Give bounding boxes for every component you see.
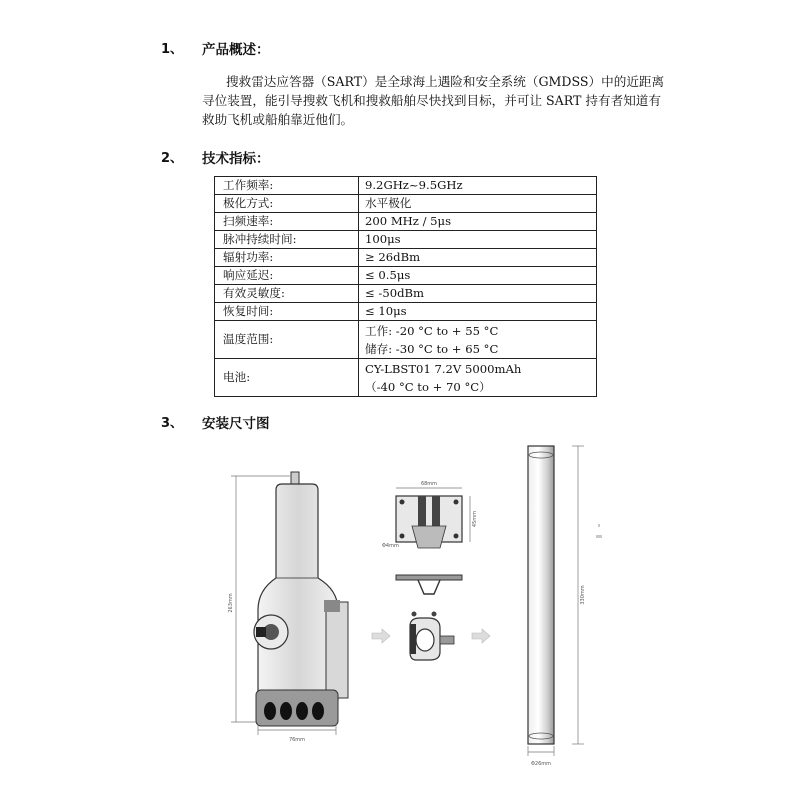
section-3-number: 3、 <box>161 416 184 431</box>
spec-label: 工作频率: <box>215 177 359 195</box>
hole-label: Φ4mm <box>382 543 399 549</box>
spec-row <box>215 213 597 231</box>
overview-line-2: 寻位装置，能引导搜救飞机和搜救船舶尽快找到目标，并可让 SART 持有者知道有 <box>202 93 661 108</box>
spec-value: ≤ -50dBm <box>359 285 597 303</box>
pole-diameter-label: Φ26mm <box>530 761 552 767</box>
spec-value: 100μs <box>359 231 597 249</box>
spec-row <box>215 285 597 303</box>
spec-value: ≤ 10μs <box>359 303 597 321</box>
sart-unit <box>254 472 348 726</box>
vent-slot-icon <box>312 702 324 720</box>
pole-diameter-dimension <box>528 746 554 756</box>
section-3-title: 安装尺寸图 <box>202 416 270 432</box>
spec-row-temperature <box>215 321 597 359</box>
section-2-number: 2、 <box>161 151 184 166</box>
spec-label: 极化方式: <box>215 195 359 213</box>
spec-label: 电池: <box>215 359 359 397</box>
arrow-right-icon <box>472 629 490 643</box>
bracket-plate <box>396 496 462 548</box>
spec-row <box>215 267 597 285</box>
temperature-operating: 工作: -20 °C to + 55 °C <box>365 323 499 338</box>
vent-slot-icon <box>264 702 276 720</box>
section-1-number: 1、 <box>161 42 184 57</box>
overview-line-1: 搜救雷达应答器（SART）是全球海上遇险和安全系统（GMDSS）中的近距离 <box>226 74 665 89</box>
spec-value: 200 MHz / 5μs <box>359 213 597 231</box>
section-2-title: 技术指标： <box>202 151 270 167</box>
side-clip <box>326 602 348 698</box>
overview-line-3: 救助飞机或船舶靠近他们。 <box>202 112 354 127</box>
spec-label: 扫频速率: <box>215 213 359 231</box>
spec-value: ≤ 0.5μs <box>359 267 597 285</box>
spec-value: ≥ 26dBm <box>359 249 597 267</box>
spec-row <box>215 303 597 321</box>
vent-slot-icon <box>280 702 292 720</box>
spec-label: 辐射功率: <box>215 249 359 267</box>
section-1-title: 产品概述： <box>202 42 270 58</box>
spec-row <box>215 231 597 249</box>
spec-label: 恢复时间: <box>215 303 359 321</box>
width-label: 76mm <box>288 737 306 743</box>
spec-row-battery <box>215 359 597 397</box>
spec-value: 9.2GHz~9.5GHz <box>359 177 597 195</box>
spec-value-temperature <box>359 321 597 359</box>
switch-lever-icon <box>256 627 266 637</box>
spec-value: 水平极化 <box>359 195 597 213</box>
bracket-side-view <box>396 575 462 594</box>
pole-clamp <box>410 612 454 661</box>
spec-row <box>215 177 597 195</box>
clip-head <box>324 600 340 612</box>
vent-slot-icon <box>296 702 308 720</box>
scan-marks <box>596 524 602 538</box>
spec-table <box>214 176 597 397</box>
bracket-width-label: 68mm <box>420 481 438 487</box>
height-label: 263mm <box>228 593 234 613</box>
temperature-storage: 储存: -30 °C to + 65 °C <box>365 341 499 356</box>
battery-temperature: （-40 °C to + 70 °C） <box>365 379 491 394</box>
spec-value-battery <box>359 359 597 397</box>
spec-label: 有效灵敏度: <box>215 285 359 303</box>
spec-label: 温度范围: <box>215 321 359 359</box>
pole-length-label: 330mm <box>580 585 586 605</box>
battery-model: CY-LBST01 7.2V 5000mAh <box>365 361 522 376</box>
arrow-right-icon <box>372 629 390 643</box>
installation-drawing <box>0 430 800 800</box>
mounting-pole <box>528 446 554 744</box>
spec-label: 脉冲持续时间: <box>215 231 359 249</box>
spec-label: 响应延迟: <box>215 267 359 285</box>
spec-row <box>215 195 597 213</box>
spec-row <box>215 249 597 267</box>
bracket-height-label: 45mm <box>472 510 478 528</box>
